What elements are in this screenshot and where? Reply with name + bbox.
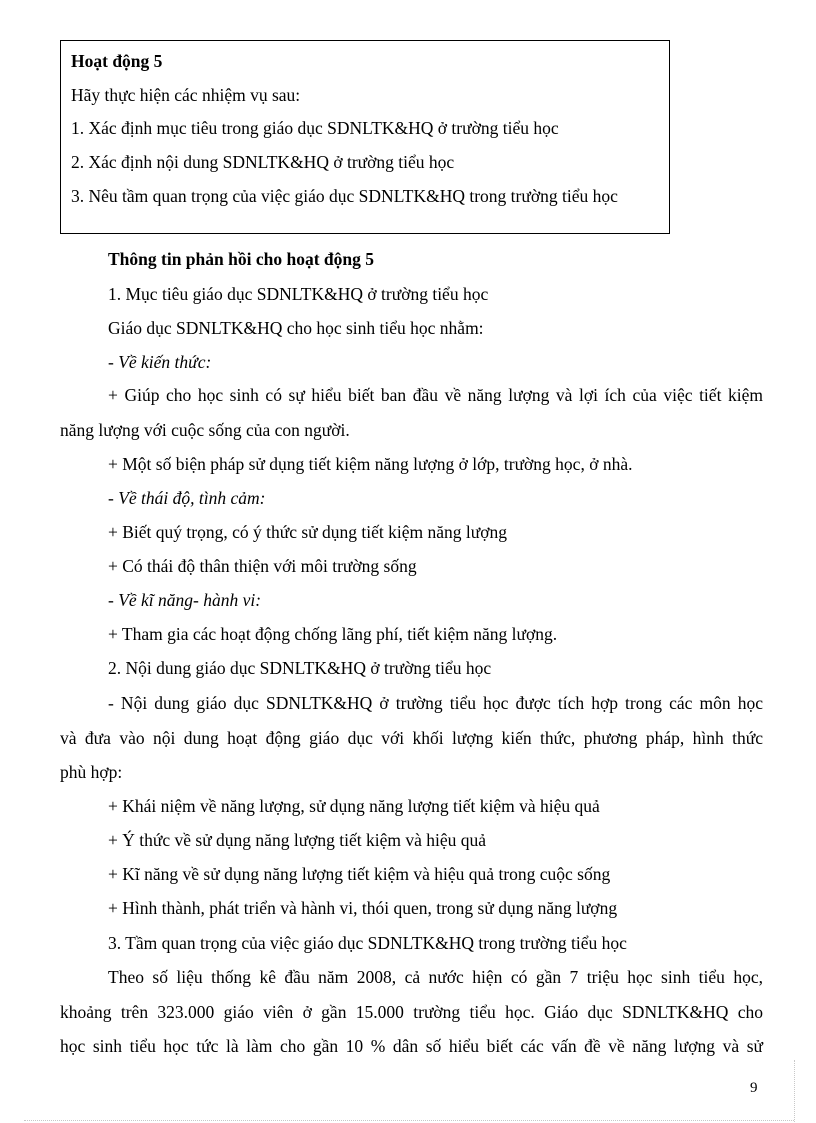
section3-para-line: Theo số liệu thống kê đầu năm 2008, cả nước hiện có gần 7 triệu học sinh tiểu học, bbox=[108, 967, 763, 987]
activity-task: 1. Xác định mục tiêu trong giáo dục SDNLTK&HQ ở trường tiểu học bbox=[71, 118, 559, 138]
section3-para-line: học sinh tiểu học tức là làm cho gần 10 % dân số hiểu biết các vấn đề về năng lượng và sử bbox=[60, 1036, 763, 1056]
section2-item: + Ý thức về sử dụng năng lượng tiết kiệm và hiệu quả bbox=[108, 830, 487, 850]
section1-title: 1. Mục tiêu giáo dục SDNLTK&HQ ở trường tiểu học bbox=[108, 284, 489, 304]
section2-item: + Kĩ năng về sử dụng năng lượng tiết kiệm và hiệu quả trong cuộc sống bbox=[108, 864, 611, 884]
activity-box bbox=[60, 40, 670, 234]
section2-item: + Hình thành, phát triển và hành vi, thói quen, trong sử dụng năng lượng bbox=[108, 898, 618, 918]
knowledge-item-line: năng lượng với cuộc sống của con người. bbox=[60, 420, 350, 440]
activity-task: 3. Nêu tầm quan trọng của việc giáo dục SDNLTK&HQ trong trường tiểu học bbox=[71, 186, 618, 206]
section3-title: 3. Tầm quan trọng của việc giáo dục SDNLTK&HQ trong trường tiểu học bbox=[108, 933, 627, 953]
section2-para-line: phù hợp: bbox=[60, 762, 123, 782]
page-number: 9 bbox=[750, 1080, 758, 1096]
skills-item: + Tham gia các hoạt động chống lãng phí, tiết kiệm năng lượng. bbox=[108, 624, 558, 644]
knowledge-item-line: + Giúp cho học sinh có sự hiểu biết ban đầu về năng lượng và lợi ích của việc tiết kiệm bbox=[108, 385, 763, 405]
activity-intro: Hãy thực hiện các nhiệm vụ sau: bbox=[71, 85, 301, 105]
section3-para-line: khoảng trên 323.000 giáo viên ở gần 15.000 trường tiểu học. Giáo dục SDNLTK&HQ cho bbox=[60, 1002, 763, 1022]
section2-title: 2. Nội dung giáo dục SDNLTK&HQ ở trường tiểu học bbox=[108, 658, 492, 678]
page-right-edge bbox=[794, 1060, 795, 1122]
activity-title: Hoạt động 5 bbox=[71, 51, 163, 71]
feedback-heading: Thông tin phản hồi cho hoạt động 5 bbox=[108, 249, 375, 269]
knowledge-item: + Một số biện pháp sử dụng tiết kiệm năng lượng ở lớp, trường học, ở nhà. bbox=[108, 454, 633, 474]
attitude-label: - Về thái độ, tình cảm: bbox=[108, 488, 266, 508]
page-bottom-edge bbox=[24, 1120, 794, 1121]
section2-item: + Khái niệm về năng lượng, sử dụng năng lượng tiết kiệm và hiệu quả bbox=[108, 796, 600, 816]
skills-label: - Về kĩ năng- hành vi: bbox=[108, 590, 262, 610]
attitude-item: + Có thái độ thân thiện với môi trường sống bbox=[108, 556, 417, 576]
section2-para-line: và đưa vào nội dung hoạt động giáo dục với khối lượng kiến thức, phương pháp, hình thức bbox=[60, 728, 763, 748]
activity-task: 2. Xác định nội dung SDNLTK&HQ ở trường tiểu học bbox=[71, 152, 455, 172]
section1-intro: Giáo dục SDNLTK&HQ cho học sinh tiểu học nhằm: bbox=[108, 318, 484, 338]
knowledge-label: - Về kiến thức: bbox=[108, 352, 212, 372]
attitude-item: + Biết quý trọng, có ý thức sử dụng tiết kiệm năng lượng bbox=[108, 522, 507, 542]
section2-para-line: - Nội dung giáo dục SDNLTK&HQ ở trường tiểu học được tích hợp trong các môn học bbox=[108, 693, 763, 713]
